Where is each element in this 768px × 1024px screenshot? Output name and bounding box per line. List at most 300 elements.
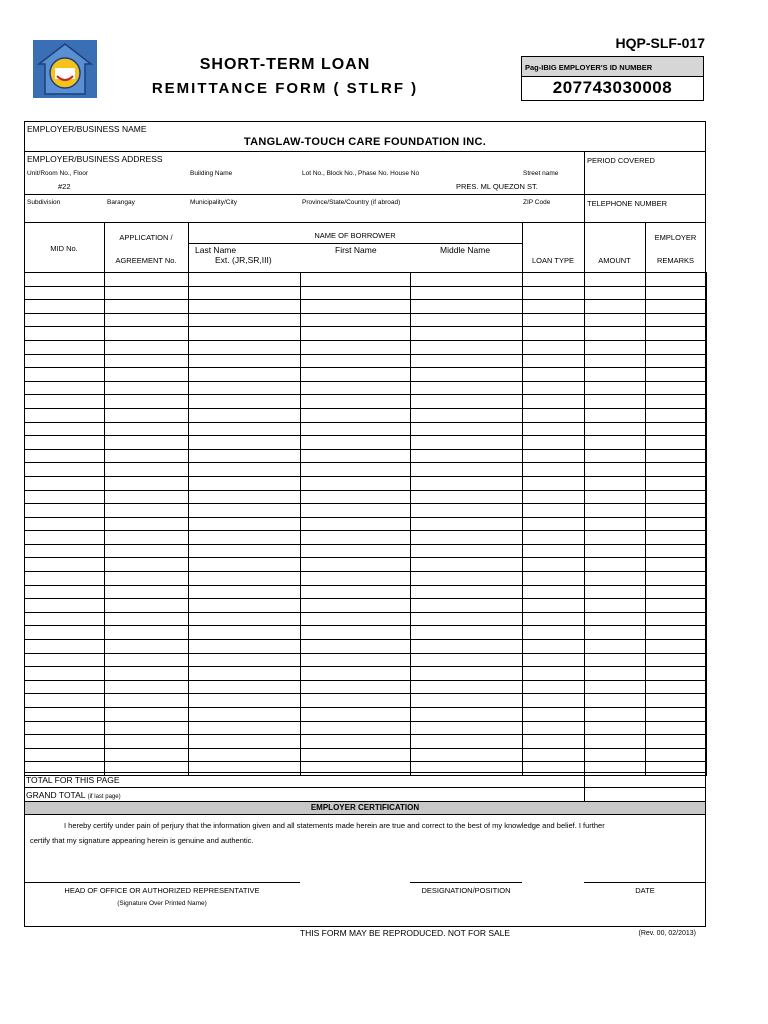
application-cell[interactable]: [105, 476, 189, 490]
middle-name-cell[interactable]: [411, 762, 523, 776]
remarks-cell[interactable]: [646, 313, 707, 327]
amount-cell[interactable]: [585, 585, 646, 599]
amount-cell[interactable]: [585, 273, 646, 287]
loan-type-cell[interactable]: [523, 286, 585, 300]
remarks-cell[interactable]: [646, 504, 707, 518]
remarks-cell[interactable]: [646, 558, 707, 572]
last-name-cell[interactable]: [189, 721, 301, 735]
loan-type-cell[interactable]: [523, 313, 585, 327]
application-cell[interactable]: [105, 585, 189, 599]
first-name-cell[interactable]: [301, 340, 411, 354]
first-name-cell[interactable]: [301, 640, 411, 654]
application-cell[interactable]: [105, 667, 189, 681]
mid-cell[interactable]: [25, 640, 105, 654]
mid-cell[interactable]: [25, 572, 105, 586]
remarks-cell[interactable]: [646, 449, 707, 463]
last-name-cell[interactable]: [189, 476, 301, 490]
last-name-cell[interactable]: [189, 313, 301, 327]
last-name-cell[interactable]: [189, 572, 301, 586]
first-name-cell[interactable]: [301, 381, 411, 395]
mid-cell[interactable]: [25, 544, 105, 558]
first-name-cell[interactable]: [301, 327, 411, 341]
application-cell[interactable]: [105, 286, 189, 300]
mid-cell[interactable]: [25, 762, 105, 776]
application-cell[interactable]: [105, 735, 189, 749]
application-cell[interactable]: [105, 490, 189, 504]
application-cell[interactable]: [105, 653, 189, 667]
middle-name-cell[interactable]: [411, 313, 523, 327]
first-name-cell[interactable]: [301, 286, 411, 300]
middle-name-cell[interactable]: [411, 436, 523, 450]
first-name-cell[interactable]: [301, 504, 411, 518]
remarks-cell[interactable]: [646, 395, 707, 409]
first-name-cell[interactable]: [301, 463, 411, 477]
amount-cell[interactable]: [585, 354, 646, 368]
remarks-cell[interactable]: [646, 476, 707, 490]
last-name-cell[interactable]: [189, 653, 301, 667]
last-name-cell[interactable]: [189, 300, 301, 314]
mid-cell[interactable]: [25, 476, 105, 490]
last-name-cell[interactable]: [189, 599, 301, 613]
application-cell[interactable]: [105, 544, 189, 558]
remarks-cell[interactable]: [646, 531, 707, 545]
last-name-cell[interactable]: [189, 395, 301, 409]
application-cell[interactable]: [105, 449, 189, 463]
loan-type-cell[interactable]: [523, 585, 585, 599]
middle-name-cell[interactable]: [411, 286, 523, 300]
amount-cell[interactable]: [585, 694, 646, 708]
middle-name-cell[interactable]: [411, 721, 523, 735]
loan-type-cell[interactable]: [523, 762, 585, 776]
middle-name-cell[interactable]: [411, 572, 523, 586]
last-name-cell[interactable]: [189, 708, 301, 722]
amount-cell[interactable]: [585, 381, 646, 395]
application-cell[interactable]: [105, 408, 189, 422]
loan-type-cell[interactable]: [523, 599, 585, 613]
application-cell[interactable]: [105, 463, 189, 477]
mid-cell[interactable]: [25, 340, 105, 354]
first-name-cell[interactable]: [301, 708, 411, 722]
middle-name-cell[interactable]: [411, 680, 523, 694]
application-cell[interactable]: [105, 572, 189, 586]
loan-type-cell[interactable]: [523, 680, 585, 694]
mid-cell[interactable]: [25, 449, 105, 463]
amount-cell[interactable]: [585, 463, 646, 477]
middle-name-cell[interactable]: [411, 463, 523, 477]
application-cell[interactable]: [105, 354, 189, 368]
mid-cell[interactable]: [25, 422, 105, 436]
amount-cell[interactable]: [585, 395, 646, 409]
first-name-cell[interactable]: [301, 735, 411, 749]
application-cell[interactable]: [105, 626, 189, 640]
application-cell[interactable]: [105, 395, 189, 409]
first-name-cell[interactable]: [301, 762, 411, 776]
loan-type-cell[interactable]: [523, 490, 585, 504]
middle-name-cell[interactable]: [411, 476, 523, 490]
last-name-cell[interactable]: [189, 354, 301, 368]
application-cell[interactable]: [105, 748, 189, 762]
amount-cell[interactable]: [585, 626, 646, 640]
application-cell[interactable]: [105, 517, 189, 531]
mid-cell[interactable]: [25, 612, 105, 626]
first-name-cell[interactable]: [301, 680, 411, 694]
first-name-cell[interactable]: [301, 612, 411, 626]
middle-name-cell[interactable]: [411, 585, 523, 599]
loan-type-cell[interactable]: [523, 504, 585, 518]
middle-name-cell[interactable]: [411, 504, 523, 518]
last-name-cell[interactable]: [189, 558, 301, 572]
first-name-cell[interactable]: [301, 626, 411, 640]
mid-cell[interactable]: [25, 680, 105, 694]
middle-name-cell[interactable]: [411, 544, 523, 558]
amount-cell[interactable]: [585, 748, 646, 762]
last-name-cell[interactable]: [189, 463, 301, 477]
application-cell[interactable]: [105, 694, 189, 708]
loan-type-cell[interactable]: [523, 544, 585, 558]
middle-name-cell[interactable]: [411, 626, 523, 640]
unit-value[interactable]: #22: [58, 182, 71, 191]
mid-cell[interactable]: [25, 395, 105, 409]
amount-cell[interactable]: [585, 517, 646, 531]
loan-type-cell[interactable]: [523, 531, 585, 545]
loan-type-cell[interactable]: [523, 408, 585, 422]
application-cell[interactable]: [105, 599, 189, 613]
first-name-cell[interactable]: [301, 748, 411, 762]
loan-type-cell[interactable]: [523, 748, 585, 762]
last-name-cell[interactable]: [189, 286, 301, 300]
application-cell[interactable]: [105, 612, 189, 626]
amount-cell[interactable]: [585, 368, 646, 382]
middle-name-cell[interactable]: [411, 327, 523, 341]
mid-cell[interactable]: [25, 300, 105, 314]
application-cell[interactable]: [105, 300, 189, 314]
application-cell[interactable]: [105, 558, 189, 572]
first-name-cell[interactable]: [301, 558, 411, 572]
mid-cell[interactable]: [25, 585, 105, 599]
loan-type-cell[interactable]: [523, 273, 585, 287]
first-name-cell[interactable]: [301, 653, 411, 667]
street-value[interactable]: PRES. ML QUEZON ST.: [456, 182, 538, 191]
remarks-cell[interactable]: [646, 762, 707, 776]
first-name-cell[interactable]: [301, 544, 411, 558]
loan-type-cell[interactable]: [523, 463, 585, 477]
first-name-cell[interactable]: [301, 721, 411, 735]
mid-cell[interactable]: [25, 626, 105, 640]
mid-cell[interactable]: [25, 653, 105, 667]
remarks-cell[interactable]: [646, 599, 707, 613]
loan-type-cell[interactable]: [523, 694, 585, 708]
mid-cell[interactable]: [25, 735, 105, 749]
first-name-cell[interactable]: [301, 585, 411, 599]
last-name-cell[interactable]: [189, 368, 301, 382]
last-name-cell[interactable]: [189, 490, 301, 504]
middle-name-cell[interactable]: [411, 340, 523, 354]
first-name-cell[interactable]: [301, 368, 411, 382]
loan-type-cell[interactable]: [523, 558, 585, 572]
amount-cell[interactable]: [585, 680, 646, 694]
application-cell[interactable]: [105, 422, 189, 436]
amount-cell[interactable]: [585, 300, 646, 314]
last-name-cell[interactable]: [189, 585, 301, 599]
middle-name-cell[interactable]: [411, 599, 523, 613]
last-name-cell[interactable]: [189, 640, 301, 654]
remarks-cell[interactable]: [646, 626, 707, 640]
first-name-cell[interactable]: [301, 395, 411, 409]
mid-cell[interactable]: [25, 463, 105, 477]
loan-type-cell[interactable]: [523, 422, 585, 436]
mid-cell[interactable]: [25, 558, 105, 572]
remarks-cell[interactable]: [646, 463, 707, 477]
mid-cell[interactable]: [25, 313, 105, 327]
middle-name-cell[interactable]: [411, 368, 523, 382]
amount-cell[interactable]: [585, 422, 646, 436]
mid-cell[interactable]: [25, 381, 105, 395]
remarks-cell[interactable]: [646, 517, 707, 531]
application-cell[interactable]: [105, 327, 189, 341]
remarks-cell[interactable]: [646, 273, 707, 287]
last-name-cell[interactable]: [189, 680, 301, 694]
mid-cell[interactable]: [25, 694, 105, 708]
application-cell[interactable]: [105, 640, 189, 654]
last-name-cell[interactable]: [189, 327, 301, 341]
amount-cell[interactable]: [585, 286, 646, 300]
last-name-cell[interactable]: [189, 735, 301, 749]
amount-cell[interactable]: [585, 762, 646, 776]
remarks-cell[interactable]: [646, 368, 707, 382]
last-name-cell[interactable]: [189, 612, 301, 626]
loan-type-cell[interactable]: [523, 626, 585, 640]
first-name-cell[interactable]: [301, 354, 411, 368]
application-cell[interactable]: [105, 504, 189, 518]
amount-cell[interactable]: [585, 327, 646, 341]
application-cell[interactable]: [105, 680, 189, 694]
amount-cell[interactable]: [585, 313, 646, 327]
remarks-cell[interactable]: [646, 748, 707, 762]
employer-id-value[interactable]: 207743030008: [552, 78, 673, 97]
remarks-cell[interactable]: [646, 640, 707, 654]
remarks-cell[interactable]: [646, 735, 707, 749]
loan-type-cell[interactable]: [523, 572, 585, 586]
middle-name-cell[interactable]: [411, 381, 523, 395]
middle-name-cell[interactable]: [411, 449, 523, 463]
middle-name-cell[interactable]: [411, 395, 523, 409]
middle-name-cell[interactable]: [411, 531, 523, 545]
middle-name-cell[interactable]: [411, 612, 523, 626]
first-name-cell[interactable]: [301, 436, 411, 450]
first-name-cell[interactable]: [301, 313, 411, 327]
mid-cell[interactable]: [25, 368, 105, 382]
remarks-cell[interactable]: [646, 694, 707, 708]
first-name-cell[interactable]: [301, 531, 411, 545]
mid-cell[interactable]: [25, 436, 105, 450]
application-cell[interactable]: [105, 531, 189, 545]
loan-type-cell[interactable]: [523, 640, 585, 654]
application-cell[interactable]: [105, 340, 189, 354]
loan-type-cell[interactable]: [523, 436, 585, 450]
mid-cell[interactable]: [25, 327, 105, 341]
last-name-cell[interactable]: [189, 626, 301, 640]
loan-type-cell[interactable]: [523, 735, 585, 749]
mid-cell[interactable]: [25, 504, 105, 518]
last-name-cell[interactable]: [189, 340, 301, 354]
employer-name-value[interactable]: TANGLAW-TOUCH CARE FOUNDATION INC.: [243, 136, 487, 148]
application-cell[interactable]: [105, 273, 189, 287]
amount-cell[interactable]: [585, 340, 646, 354]
loan-type-cell[interactable]: [523, 449, 585, 463]
remarks-cell[interactable]: [646, 408, 707, 422]
amount-cell[interactable]: [585, 408, 646, 422]
last-name-cell[interactable]: [189, 436, 301, 450]
middle-name-cell[interactable]: [411, 748, 523, 762]
first-name-cell[interactable]: [301, 273, 411, 287]
middle-name-cell[interactable]: [411, 422, 523, 436]
middle-name-cell[interactable]: [411, 653, 523, 667]
amount-cell[interactable]: [585, 599, 646, 613]
first-name-cell[interactable]: [301, 694, 411, 708]
loan-type-cell[interactable]: [523, 340, 585, 354]
middle-name-cell[interactable]: [411, 300, 523, 314]
application-cell[interactable]: [105, 313, 189, 327]
mid-cell[interactable]: [25, 721, 105, 735]
amount-cell[interactable]: [585, 612, 646, 626]
mid-cell[interactable]: [25, 531, 105, 545]
last-name-cell[interactable]: [189, 762, 301, 776]
amount-cell[interactable]: [585, 653, 646, 667]
amount-cell[interactable]: [585, 449, 646, 463]
amount-cell[interactable]: [585, 558, 646, 572]
remarks-cell[interactable]: [646, 572, 707, 586]
remarks-cell[interactable]: [646, 653, 707, 667]
first-name-cell[interactable]: [301, 476, 411, 490]
last-name-cell[interactable]: [189, 544, 301, 558]
amount-cell[interactable]: [585, 721, 646, 735]
first-name-cell[interactable]: [301, 572, 411, 586]
middle-name-cell[interactable]: [411, 667, 523, 681]
loan-type-cell[interactable]: [523, 612, 585, 626]
amount-cell[interactable]: [585, 490, 646, 504]
mid-cell[interactable]: [25, 273, 105, 287]
loan-type-cell[interactable]: [523, 368, 585, 382]
remarks-cell[interactable]: [646, 354, 707, 368]
last-name-cell[interactable]: [189, 694, 301, 708]
middle-name-cell[interactable]: [411, 517, 523, 531]
remarks-cell[interactable]: [646, 612, 707, 626]
amount-cell[interactable]: [585, 504, 646, 518]
mid-cell[interactable]: [25, 286, 105, 300]
remarks-cell[interactable]: [646, 381, 707, 395]
last-name-cell[interactable]: [189, 273, 301, 287]
remarks-cell[interactable]: [646, 436, 707, 450]
amount-cell[interactable]: [585, 708, 646, 722]
amount-cell[interactable]: [585, 572, 646, 586]
first-name-cell[interactable]: [301, 408, 411, 422]
application-cell[interactable]: [105, 721, 189, 735]
remarks-cell[interactable]: [646, 286, 707, 300]
remarks-cell[interactable]: [646, 585, 707, 599]
middle-name-cell[interactable]: [411, 694, 523, 708]
last-name-cell[interactable]: [189, 748, 301, 762]
middle-name-cell[interactable]: [411, 490, 523, 504]
last-name-cell[interactable]: [189, 517, 301, 531]
remarks-cell[interactable]: [646, 544, 707, 558]
loan-type-cell[interactable]: [523, 476, 585, 490]
mid-cell[interactable]: [25, 599, 105, 613]
amount-cell[interactable]: [585, 436, 646, 450]
application-cell[interactable]: [105, 436, 189, 450]
remarks-cell[interactable]: [646, 490, 707, 504]
first-name-cell[interactable]: [301, 517, 411, 531]
application-cell[interactable]: [105, 708, 189, 722]
loan-type-cell[interactable]: [523, 708, 585, 722]
last-name-cell[interactable]: [189, 667, 301, 681]
last-name-cell[interactable]: [189, 422, 301, 436]
amount-cell[interactable]: [585, 667, 646, 681]
amount-cell[interactable]: [585, 476, 646, 490]
remarks-cell[interactable]: [646, 327, 707, 341]
middle-name-cell[interactable]: [411, 640, 523, 654]
last-name-cell[interactable]: [189, 381, 301, 395]
loan-type-cell[interactable]: [523, 300, 585, 314]
mid-cell[interactable]: [25, 708, 105, 722]
loan-type-cell[interactable]: [523, 354, 585, 368]
remarks-cell[interactable]: [646, 340, 707, 354]
amount-cell[interactable]: [585, 735, 646, 749]
loan-type-cell[interactable]: [523, 517, 585, 531]
amount-cell[interactable]: [585, 544, 646, 558]
middle-name-cell[interactable]: [411, 558, 523, 572]
application-cell[interactable]: [105, 762, 189, 776]
mid-cell[interactable]: [25, 408, 105, 422]
last-name-cell[interactable]: [189, 531, 301, 545]
last-name-cell[interactable]: [189, 449, 301, 463]
mid-cell[interactable]: [25, 354, 105, 368]
application-cell[interactable]: [105, 381, 189, 395]
middle-name-cell[interactable]: [411, 408, 523, 422]
loan-type-cell[interactable]: [523, 327, 585, 341]
last-name-cell[interactable]: [189, 408, 301, 422]
remarks-cell[interactable]: [646, 680, 707, 694]
middle-name-cell[interactable]: [411, 273, 523, 287]
middle-name-cell[interactable]: [411, 354, 523, 368]
first-name-cell[interactable]: [301, 300, 411, 314]
remarks-cell[interactable]: [646, 667, 707, 681]
first-name-cell[interactable]: [301, 599, 411, 613]
application-cell[interactable]: [105, 368, 189, 382]
remarks-cell[interactable]: [646, 300, 707, 314]
loan-type-cell[interactable]: [523, 381, 585, 395]
amount-cell[interactable]: [585, 531, 646, 545]
remarks-cell[interactable]: [646, 422, 707, 436]
remarks-cell[interactable]: [646, 721, 707, 735]
middle-name-cell[interactable]: [411, 708, 523, 722]
loan-type-cell[interactable]: [523, 721, 585, 735]
amount-cell[interactable]: [585, 640, 646, 654]
loan-type-cell[interactable]: [523, 653, 585, 667]
mid-cell[interactable]: [25, 667, 105, 681]
first-name-cell[interactable]: [301, 667, 411, 681]
mid-cell[interactable]: [25, 517, 105, 531]
remarks-cell[interactable]: [646, 708, 707, 722]
first-name-cell[interactable]: [301, 490, 411, 504]
mid-cell[interactable]: [25, 748, 105, 762]
first-name-cell[interactable]: [301, 449, 411, 463]
loan-type-cell[interactable]: [523, 667, 585, 681]
loan-type-cell[interactable]: [523, 395, 585, 409]
mid-cell[interactable]: [25, 490, 105, 504]
middle-name-cell[interactable]: [411, 735, 523, 749]
first-name-cell[interactable]: [301, 422, 411, 436]
last-name-cell[interactable]: [189, 504, 301, 518]
